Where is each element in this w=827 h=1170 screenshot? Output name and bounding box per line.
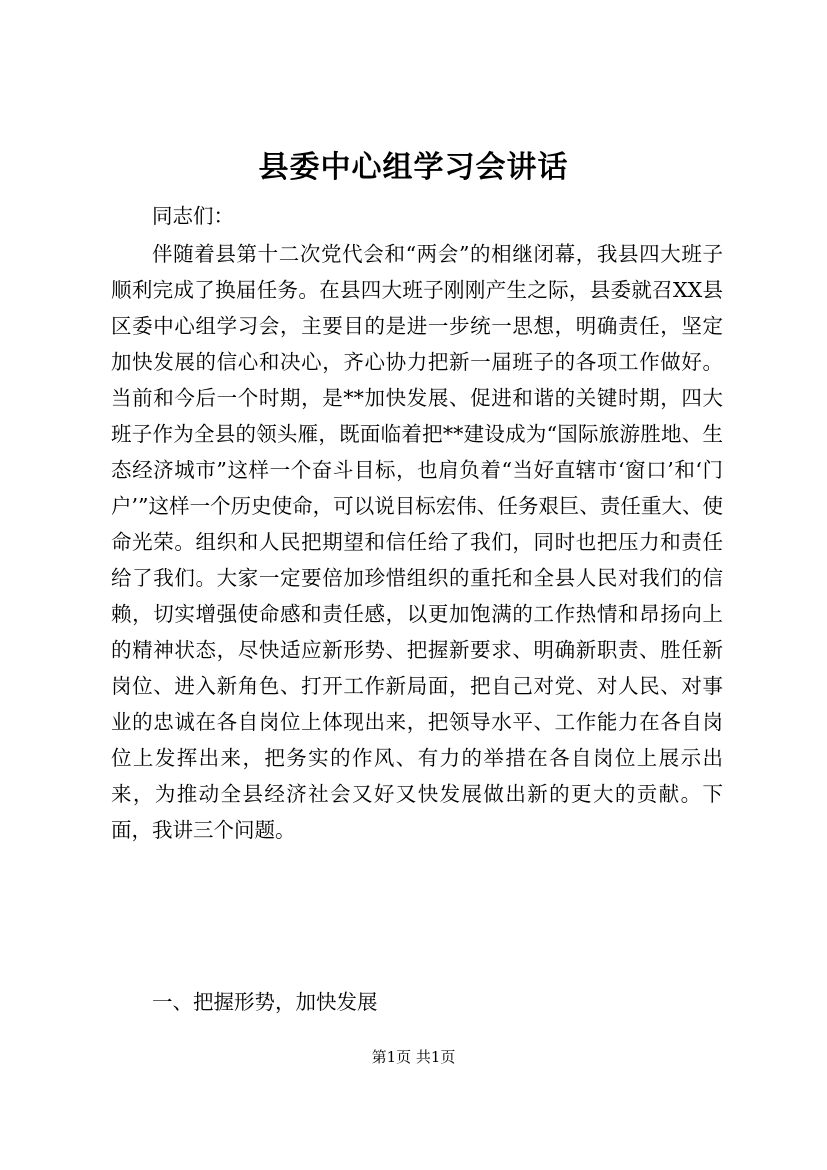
salutation: 同志们： — [152, 204, 234, 228]
section-heading: 一、把握形势，加快发展 — [152, 990, 378, 1014]
page-footer: 第1页 共1页 — [371, 1048, 456, 1066]
document-title: 县委中心组学习会讲话 — [258, 150, 569, 185]
body-paragraph: 伴随着县第十二次党代会和“两会”的相继闭幕，我县四大班子顺利完成了换届任务。在县四大班子刚刚产生之际，县委就召XX县区委中心组学习会，主要目的是进一步统一思想，明确责任，坚定加快发展的信心和决心，齐心协力把新一届班子的各项工作做好。当前和今后一个时期，是**加快发展、促进和谐的关键时期，四大班子作为全县的领头雁，既面临着把**建设成为“国际旅游胜地、生态经济城市”这样一个奋斗目标，也肩负着“当好直辖市‘窗口’和‘门户’”这样一个历史使命，可以说目标宏伟、任务艰巨、责任重大、使命光荣。组织和人民把期望和信任给了我们，同时也把压力和责任给了我们。大家一定要倍加珍惜组织的重托和全县人民对我们的信赖，切实增强使命感和责任感，以更加饱满的工作热情和昂扬向上的精神状态，尽快适应新形势、把握新要求、明确新职责、胜任新岗位、进入新角色、打开工作新局面，把自己对党、对人民、对事业的忠诚在各自岗位上体现出来，把领导水平、工作能力在各自岗位上发挥出来，把务实的作风、有力的举措在各自岗位上展示出来，为推动全县经济社会又好又快发展做出新的更大的贡献。下面，我讲三个问题。 — [111, 242, 723, 842]
